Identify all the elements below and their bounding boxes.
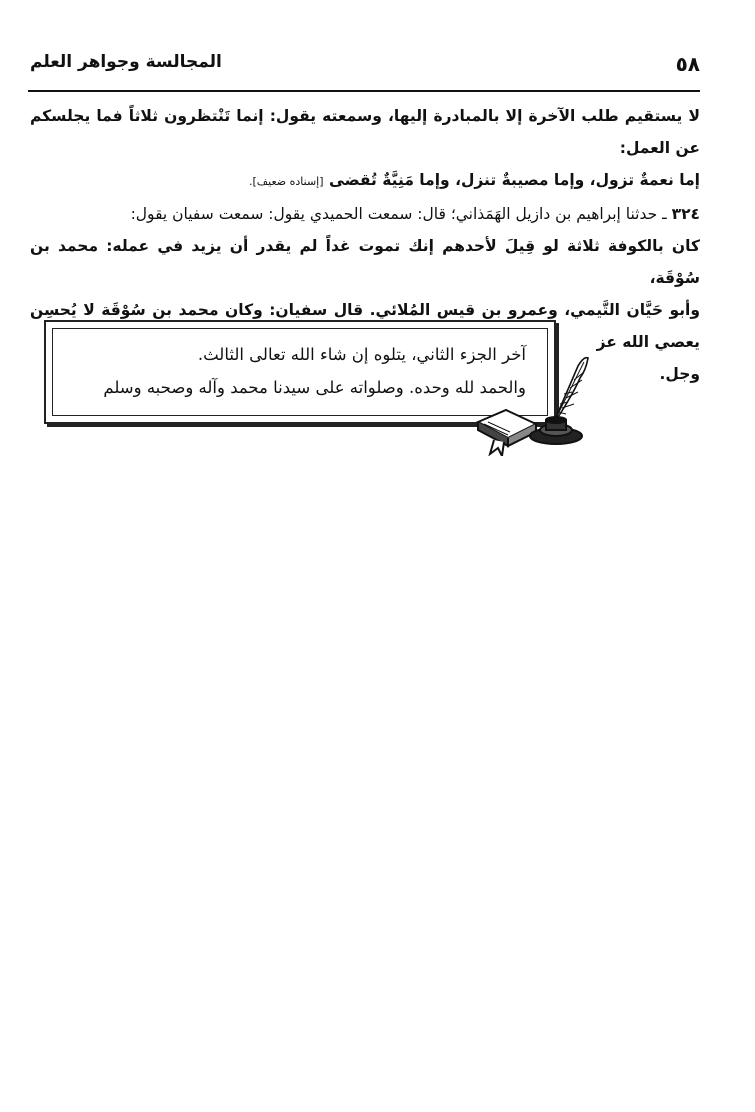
text-line: كان بالكوفة ثلاثة لو قِيلَ لأحدهم إنك تموت غداً لم يقدر أن يزيد في عمله: محمد بن سُوْقَة، [30,237,700,287]
entry-chain: ـ حدثنا إبراهيم بن دازيل الهَمَذاني؛ قال: سمعت الحميدي يقول: سمعت سفيان يقول: [130,205,667,223]
text-line: وأبو حَيَّان التَّيمي، وعمرو بن قيس المُلائي. قال سفيان: وكان محمد بن سُوْقَة لا يُحسِن يعصي الله عز [30,301,700,351]
entry-number: ٣٢٤ [671,205,700,223]
quill-pen-icon [554,358,588,422]
isnad-grade-note: [إسناده ضعيف]. [248,175,324,188]
inkwell-icon [530,417,582,444]
text-line: لا يستقيم طلب الآخرة إلا بالمبادرة إليها، وسمعته يقول: إنما تَنْتظرون ثلاثاً فما يجلسكم عن العمل: [30,107,700,157]
text-line [30,164,700,198]
quill-and-book-icon [470,352,590,456]
hadith-entry-intro [30,198,700,230]
page-header [30,48,700,78]
colophon-line: آخر الجزء الثاني، يتلوه إن شاء الله تعالى الثالث. [197,345,526,364]
text-line: وجل. [659,365,700,383]
colophon-text [66,338,526,404]
book-title: المجالسة وجواهر العلم [30,52,222,72]
book-icon [478,410,536,456]
header-divider [28,90,700,92]
colophon-line: والحمد لله وحده. وصلواته على سيدنا محمد وآله وصحبه وسلم [103,378,526,397]
text-line-content: إما نعمةٌ تزول، وإما مصيبةٌ تنزل، وإما مَنِيَّةٌ تُقضى [328,171,700,189]
page-number: ٥٨ [675,52,700,76]
